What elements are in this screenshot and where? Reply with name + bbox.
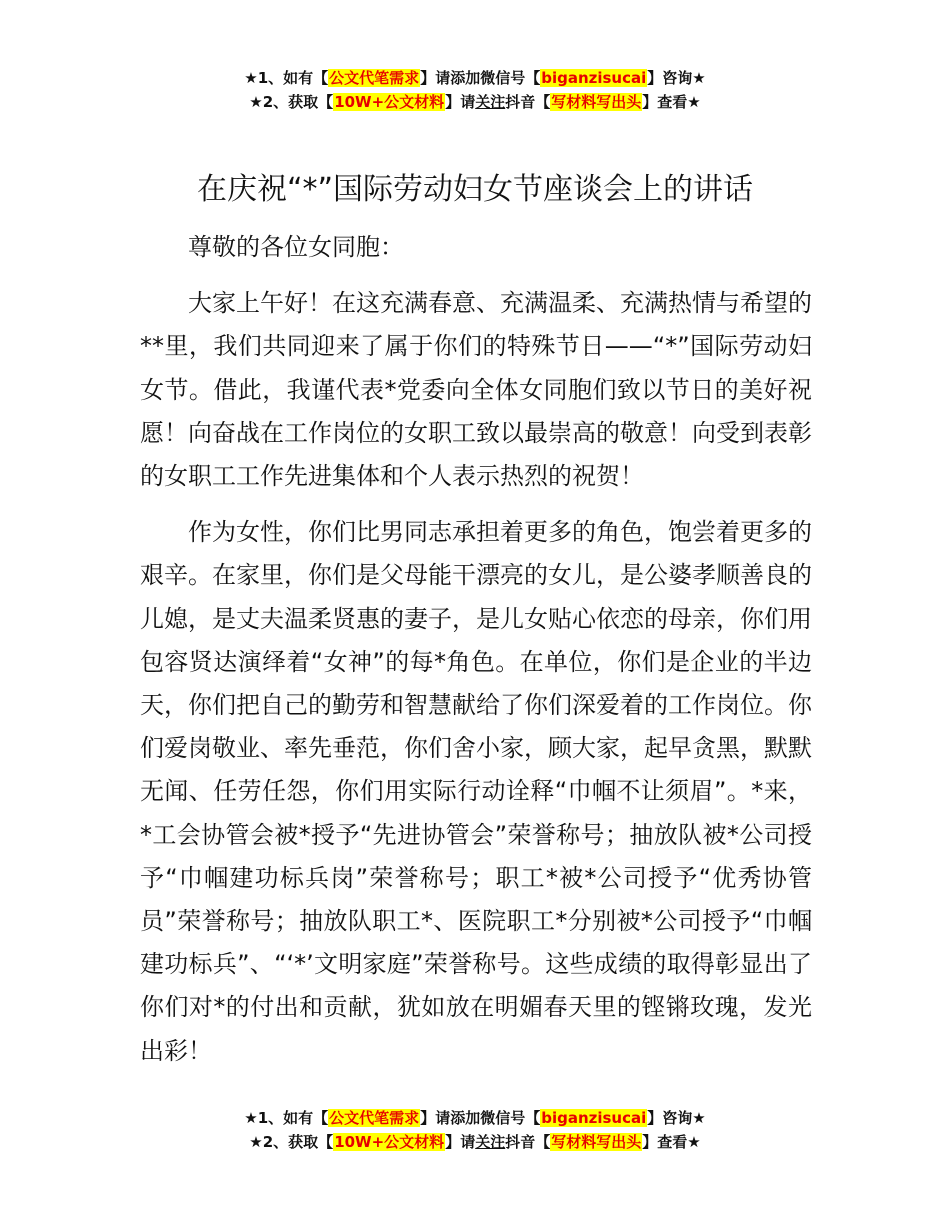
- banner-highlight: 写材料写出头: [551, 93, 642, 111]
- banner-highlight: 写材料写出头: [551, 1133, 642, 1151]
- banner-highlight: 公文代笔需求: [329, 1109, 420, 1127]
- banner-line-1: [0, 1106, 950, 1130]
- header-banner: [0, 66, 950, 114]
- banner-text: 】请添加微信号【: [420, 1109, 541, 1127]
- banner-line-1: [0, 66, 950, 90]
- banner-text: 】请: [445, 93, 476, 111]
- banner-underlined: 关注: [475, 93, 506, 111]
- document-body: [140, 226, 812, 1073]
- banner-wechat-id: biganzisucai: [541, 1109, 647, 1127]
- banner-text: 】咨询★: [647, 1109, 706, 1127]
- salutation: 尊敬的各位女同胞：: [188, 233, 404, 261]
- banner-text: 】查看★: [642, 1133, 701, 1151]
- banner-text: 】查看★: [642, 93, 701, 111]
- banner-text: ★2、获取【: [249, 93, 334, 111]
- document-title: 在庆祝“*”国际劳动妇女节座谈会上的讲话: [196, 172, 754, 207]
- banner-text: 抖音【: [505, 93, 551, 111]
- banner-line-2: [0, 90, 950, 114]
- banner-text: 】咨询★: [647, 69, 706, 87]
- banner-highlight: 公文代笔需求: [329, 69, 420, 87]
- footer-banner: [0, 1106, 950, 1154]
- banner-line-2: [0, 1130, 950, 1154]
- paragraph-1: 大家上午好！在这充满春意、充满温柔、充满热情与希望的**里，我们共同迎来了属于你们的特殊节日——“*”国际劳动妇女节。借此，我谨代表*党委向全体女同胞们致以节日的美好祝愿！向奋战在工作岗位的女职工致以最崇高的敬意！向受到表彰的女职工工作先进集体和个人表示热烈的祝贺！: [140, 289, 812, 491]
- banner-text: 】请添加微信号【: [420, 69, 541, 87]
- banner-highlight: 10W+公文材料: [334, 1133, 445, 1151]
- banner-highlight: 10W+公文材料: [334, 93, 445, 111]
- banner-text: ★2、获取【: [249, 1133, 334, 1151]
- banner-text: ★1、如有【: [244, 69, 329, 87]
- paragraph-2: 作为女性，你们比男同志承担着更多的角色，饱尝着更多的艰辛。在家里，你们是父母能干漂亮的女儿，是公婆孝顺善良的儿媳，是丈夫温柔贤惠的妻子，是儿女贴心依恋的母亲，你们用包容贤达演绎着“女神”的每*角色。在单位，你们是企业的半边天，你们把自己的勤劳和智慧献给了你们深爱着的工作岗位。你们爱岗敬业、率先垂范，你们舍小家，顾大家，起早贪黑，默默无闻、任劳任怨，你们用实际行动诠释“巾帼不让须眉”。*来，*工会协管会被*授予“先进协管会”荣誉称号；抽放队被*公司授予“巾帼建功标兵岗”荣誉称号；职工*被*公司授予“优秀协管员”荣誉称号；抽放队职工*、医院职工*分别被*公司授予“巾帼建功标兵”、“‘*’文明家庭”荣誉称号。这些成绩的取得彰显出了你们对*的付出和贡献，犹如放在明媚春天里的铿锵玫瑰，发光出彩！: [140, 518, 812, 1065]
- banner-text: 】请: [445, 1133, 476, 1151]
- banner-text: ★1、如有【: [244, 1109, 329, 1127]
- banner-wechat-id: biganzisucai: [541, 69, 647, 87]
- banner-underlined: 关注: [475, 1133, 506, 1151]
- banner-text: 抖音【: [505, 1133, 551, 1151]
